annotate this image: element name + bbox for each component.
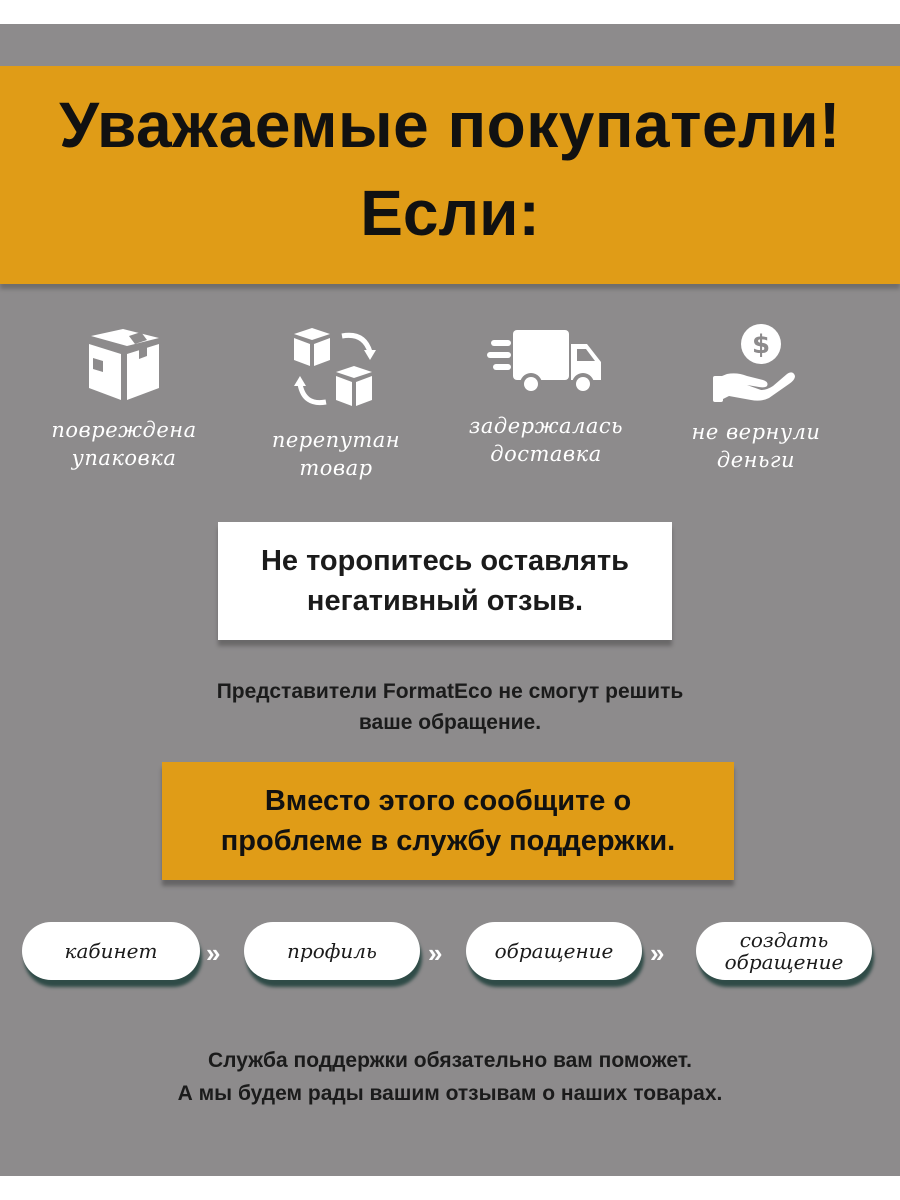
feature-caption-line2: упаковка (71, 446, 177, 470)
step-label: профиль (287, 939, 377, 963)
step-label: кабинет (64, 939, 158, 963)
feature-caption-line1: задержалась (468, 414, 624, 438)
warning-box (218, 522, 672, 640)
support-line1: Вместо этого сообщите о (264, 785, 632, 817)
step-label-line2: обращение (724, 950, 844, 974)
footer-line2: А мы будем рады вашим отзывам о наших товарах. (177, 1082, 723, 1105)
footer-line1: Служба поддержки обязательно вам поможет. (208, 1049, 692, 1072)
info-line1: Представители FormatEco не смогут решить (216, 680, 684, 703)
step-label-line1: создать (739, 928, 829, 952)
money-hand-icon (713, 322, 799, 404)
info-text (0, 676, 900, 738)
feature-caption-line2: доставка (490, 442, 602, 466)
step-cabinet[interactable] (22, 922, 200, 980)
step-create-request[interactable] (696, 922, 872, 980)
warning-line1: Не торопитесь оставлять (260, 545, 629, 577)
delivery-truck-icon (487, 326, 605, 398)
feature-caption-line1: перепутан (271, 428, 401, 452)
info-line2: ваше обращение. (358, 711, 542, 734)
support-line2: проблеме в службу поддержки. (220, 825, 676, 857)
chevron-right-icon: » (206, 938, 215, 968)
feature-damaged-package (24, 326, 224, 472)
damaged-box-icon (81, 326, 167, 402)
swap-boxes-icon (286, 322, 386, 412)
feature-delivery-delayed (446, 326, 646, 468)
chevron-right-icon: » (650, 938, 659, 968)
feature-caption-line2: товар (299, 456, 373, 480)
chevron-right-icon: » (428, 938, 437, 968)
step-request[interactable] (466, 922, 642, 980)
svg-text:$: $ (751, 330, 771, 360)
step-label: обращение (494, 939, 614, 963)
warning-line2: негативный отзыв. (306, 585, 584, 617)
footer-text (0, 1044, 900, 1110)
feature-money-not-returned (656, 322, 856, 474)
header-banner (0, 66, 900, 284)
feature-caption-line1: повреждена (51, 418, 197, 442)
header-title: Уважаемые покупатели! (59, 89, 841, 161)
header-subtitle: Если: (360, 177, 540, 249)
step-profile[interactable] (244, 922, 420, 980)
feature-caption-line1: не вернули (691, 420, 821, 444)
support-callout (162, 762, 734, 880)
feature-caption-line2: деньги (716, 448, 796, 472)
feature-wrong-item (236, 322, 436, 482)
